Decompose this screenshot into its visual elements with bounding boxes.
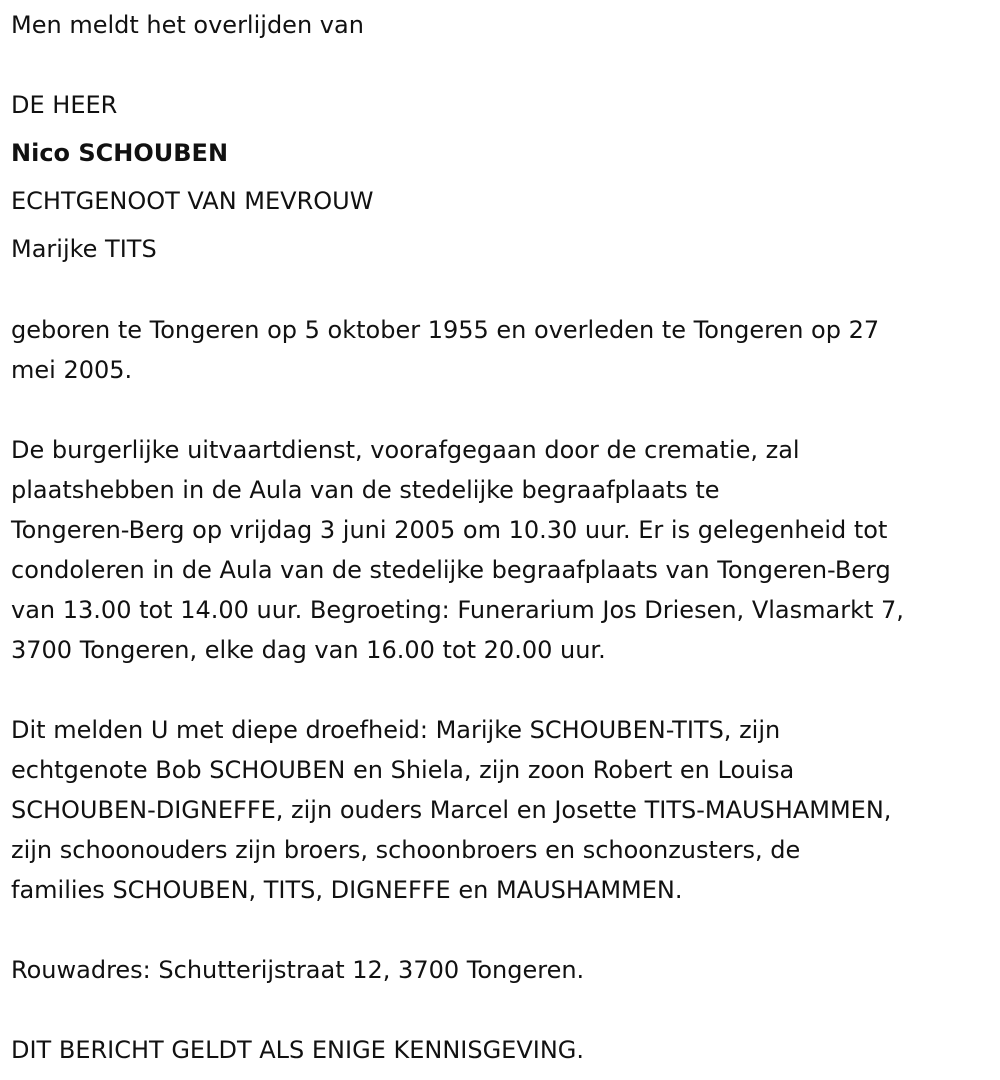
deceased-name: Nico SCHOUBEN [11,139,229,167]
paragraph-line: families SCHOUBEN, TITS, DIGNEFFE en MAUSHAMMEN. [11,876,683,904]
paragraph-line: echtgenote Bob SCHOUBEN en Shiela, zijn zoon Robert en Louisa [11,756,795,784]
birth-death-paragraph [11,310,996,390]
title-text: DE HEER [11,91,118,119]
paragraph-line: De burgerlijke uitvaartdienst, voorafgegaan door de crematie, zal [11,436,800,464]
family-paragraph [11,710,996,910]
paragraph-line: condoleren in de Aula van de stedelijke begraafplaats van Tongeren-Berg [11,556,891,584]
paragraph-line: zijn schoonouders zijn broers, schoonbroers en schoonzusters, de [11,836,801,864]
service-paragraph [11,430,996,670]
spouse-name: Marijke TITS [11,235,157,263]
paragraph-line: van 13.00 tot 14.00 uur. Begroeting: Funerarium Jos Driesen, Vlasmarkt 7, [11,596,904,624]
intro-text: Men meldt het overlijden van [11,11,364,39]
paragraph-line: Dit melden U met diepe droefheid: Marijke SCHOUBEN-TITS, zijn [11,716,781,744]
paragraph-line: geboren te Tongeren op 5 oktober 1955 en overleden te Tongeren op 27 [11,316,880,344]
paragraph-line: mei 2005. [11,356,133,384]
closing-statement: DIT BERICHT GELDT ALS ENIGE KENNISGEVING. [11,1036,585,1064]
paragraph-line: 3700 Tongeren, elke dag van 16.00 tot 20.00 uur. [11,636,606,664]
relation-text: ECHTGENOOT VAN MEVROUW [11,187,374,215]
paragraph-line: plaatshebben in de Aula van de stedelijke begraafplaats te [11,476,720,504]
paragraph-line: Tongeren-Berg op vrijdag 3 juni 2005 om 10.30 uur. Er is gelegenheid tot [11,516,888,544]
paragraph-line: SCHOUBEN-DIGNEFFE, zijn ouders Marcel en Josette TITS-MAUSHAMMEN, [11,796,892,824]
mourning-address: Rouwadres: Schutterijstraat 12, 3700 Tongeren. [11,956,585,984]
